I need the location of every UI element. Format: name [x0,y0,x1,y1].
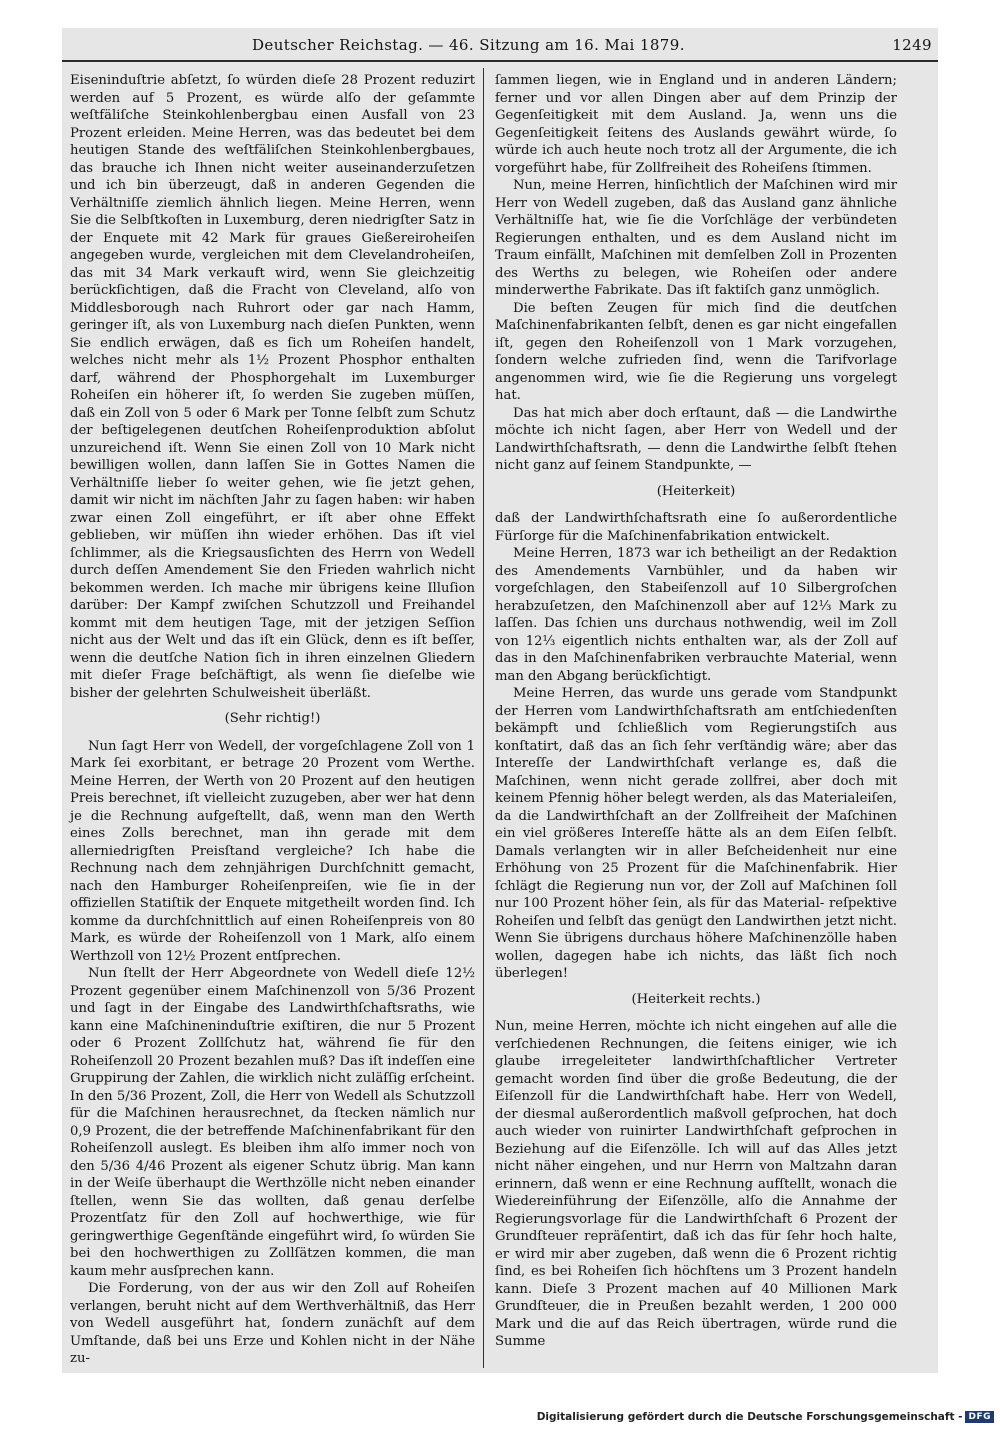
page-number: 1249 [892,36,932,54]
paragraph: ſammen liegen, wie in England und in anderen Ländern; ferner und vor allen Dingen aber auf dem Prinzip der Gegenſeitigkeit mit dem Ausland. Ja, wenn uns die Gegenſeitigkeit ſeitens des Auslands gewährt würde, ſo würde ich auch heute noch trotz all der Argumente, die ich vorgeführt habe, für Zollfreiheit des Roheiſens ſtimmen. [495,73,897,176]
paragraph: Nun, meine Herren, hinſichtlich der Maſchinen wird mir Herr von Wedell zugeben, daß das Ausland ganz ähnliche Verhältniſſe hat, wie ſie die Vorſchläge der verbündeten Regierungen enthalten, und es dem Ausland nicht im Traum einfällt, Maſchinen mit demſelben Zoll in Prozenten des Werths zu belegen, wie Roheiſen oder andere minderwerthe Fabrikate. Das iſt faktiſch ganz unmöglich. [495,178,897,298]
paragraph: Nun ſtellt der Herr Abgeordnete von Wedell dieſe 12½ Prozent gegenüber einem Maſchinenzoll von 5/36 Prozent und ſagt in der Eingabe des Landwirthſchaftsraths, wie kann eine Maſchineninduſtrie exiſtiren, die nur 5 Prozent oder 6 Prozent Zollſchutz hat, während ſie für den Roheiſenzoll 20 Prozent bezahlen muß? Das iſt indeſſen eine Gruppirung der Zahlen, die wirklich nicht zuläſſig erſcheint. In den 5/36 Prozent, Zoll, die Herr von Wedell als Schutzzoll für die Maſchinen herausrechnet, da ſtecken nämlich nur 0,9 Prozent, die der betreffende Maſchinenfabrikant für den Roheiſenzoll auslegt. Es bleiben ihm alſo immer noch von den 5/36 4/46 Prozent als eigener Schutz übrig. Man kann in der Weiſe überhaupt die Werthzölle nicht neben einander ſtellen, wenn Sie das wollten, daß genau derſelbe Prozentſatz für den Zoll auf hochwerthige, wie für geringwerthige Gegenſtände eingeführt wird, ſo würden Sie bei den hochwerthigen zu Zollſätzen kommen, die man kaum mehr ausſprechen kann. [70,966,475,1279]
dfg-logo: DFG [965,1411,994,1423]
column-divider [483,68,484,1368]
right-column [495,72,897,1351]
paragraph: Das hat mich aber doch erſtaunt, daß — die Landwirthe möchte ich nicht ſagen, aber Herr von Wedell und der Landwirthſchaftsrath, — denn die Landwirthe ſelbſt ſtehen nicht ganz auf ſeinem Standpunkte, — [495,405,897,473]
header-title: Deutscher Reichstag. — 46. Sitzung am 16. Mai 1879. [252,36,685,54]
paragraph: Die Forderung, von der aus wir den Zoll auf Roheiſen verlangen, beruht nicht auf dem Werthverhältniß, das Herr von Wedell ausgeführt hat, ſondern zunächſt auf dem Umſtande, daß bei uns Erze und Kohlen nicht in der Nähe zu- [70,1281,475,1366]
interjection: (Heiterkeit rechts.) [631,991,761,1007]
paragraph: Die beſten Zeugen für mich ſind die deutſchen Maſchinenfabrikanten ſelbſt, denen es gar nicht eingefallen iſt, gegen den Roheiſenzoll von 1 Mark vorzugehen, ſondern welche zufrieden ſind, wenn die Tarifvorlage angenommen wird, wie ſie die Regierung uns vorgelegt hat. [495,300,897,403]
paragraph: Meine Herren, 1873 war ich betheiligt an der Redaktion des Amendements Varnbühler, und da haben wir vorgeſchlagen, den Stabeiſenzoll auf 10 Silbergroſchen herabzuſetzen, den Maſchinenzoll aber auf 12⅓ Mark zu laſſen. Das ſchien uns durchaus nothwendig, weil im Zoll von 12⅓ eigentlich nichts enthalten war, als der Zoll auf das in den Maſchinenfabriken verbrauchte Material, wenn man den Abgang berückſichtigt. [495,546,897,684]
paragraph: Meine Herren, das wurde uns gerade vom Standpunkt der Herren vom Landwirthſchaftsrath am entſchiedenſten bekämpft und ſchließlich vom Regierungstiſch aus konſtatirt, daß das an ſich ſehr verſtändig wäre; aber das Intereſſe der Landwirthſchaft verlange es, daß die Maſchinen, wenn nicht gerade zollfrei, aber doch mit keinem Pfennig höher belegt werden, als das Materialeiſen, da die Landwirthſchaft an der Zollfreiheit der Maſchinen ein viel größeres Intereſſe hätte als an dem Eiſen ſelbſt. Damals verlangten wir in aller Beſcheidenheit nur eine Erhöhung von 25 Prozent für die Maſchinenfabrik. Hier ſchlägt die Regierung nun vor, der Zoll auf Maſchinen ſoll nur 100 Prozent höher ſein, als für das Material- reſpektive Roheiſen und ſelbſt das genügt den Landwirthen jetzt nicht. Wenn Sie übrigens durchaus höhere Maſchinenzölle haben wollen, dagegen habe ich nichts, das läßt ſich noch überlegen! [495,686,897,981]
paragraph: daß der Landwirthſchaftsrath eine ſo außerordentliche Fürſorge für die Maſchinenfabrikation entwickelt. [495,511,897,544]
page-header [62,28,938,68]
interjection: (Heiterkeit) [656,483,736,499]
interjection: (Sehr richtig!) [224,711,321,726]
digitization-credit [537,1411,994,1423]
document-page [62,28,938,1373]
paragraph: Eiseninduſtrie abſetzt, ſo würden dieſe 28 Prozent reduzirt werden auf 5 Prozent, es würde alſo der geſammte weſtfäliſche Steinkohlenbergbau einen Ausfall von 23 Prozent erleiden. Meine Herren, was das bedeutet bei dem heutigen Stande des weſtfäliſchen Steinkohlenbergbaues, das brauche ich Ihnen nicht weiter auseinanderzuſetzen und ich bin überzeugt, daß in anderen Gegenden die Verhältniſſe ziemlich ähnlich liegen. Meine Herren, wenn Sie die Selbſtkoſten in Luxemburg, deren niedrigſter Satz in der Enquete mit 42 Mark für graues Gießereiroheiſen angegeben wurde, vergleichen mit dem Clevelandroheiſen, das mit 34 Mark verkauft wird, wenn Sie gleichzeitig berückſichtigen, daß die Fracht von Cleveland, alſo von Middlesborough nach Ruhrort oder gar nach Hamm, geringer iſt, als von Luxemburg nach dieſen Punkten, wenn Sie endlich erwägen, daß es ſich um Roheiſen handelt, welches nicht mehr als 1½ Prozent Phosphor enthalten darf, während der Phosphorgehalt im Luxemburger Roheiſen ein höherer iſt, ſo werden Sie zugeben müſſen, daß ein Zoll von 5 oder 6 Mark per Tonne ſelbſt zum Schutz der beſtigelegenen deutſchen Roheiſenproduktion abſolut unzureichend iſt. Wenn Sie einen Zoll von 10 Mark nicht bewilligen wollen, dann laſſen Sie in Gottes Namen die Verhältniſſe lieber ſo weiter gehen, wie ſie jetzt gehen, damit wir nicht im nächſten Jahr zu ſagen haben: wir haben zwar einen Zoll eingeführt, er iſt aber ohne Effekt geblieben, wir müſſen ihn wieder erhöhen. Das iſt viel ſchlimmer, als die Kriegsausſichten des Herrn von Wedell durch deſſen Amendement Sie den Frieden wahrlich nicht bekommen werden. Ich mache mir übrigens keine Illuſion darüber: Der Kampf zwiſchen Schutzzoll und Freihandel kommt mit dem heutigen Tage, mit der jetzigen Seſſion nicht aus der Welt und das iſt ein Glück, denn es iſt beſſer, wenn die deutſche Nation ſich in ihren einzelnen Gliedern mit dieſer Frage beſchäftigt, als wenn ſie dieſelbe wie bisher der gelehrten Schulweisheit überläßt. [70,73,475,701]
paragraph: Nun, meine Herren, möchte ich nicht eingehen auf alle die verſchiedenen Rechnungen, die ſeitens einiger, wie ich glaube irregeleiteter landwirthſchaftlicher Vertreter gemacht worden ſind über die große Bedeutung, die der Eiſenzoll für die Landwirthſchaft habe. Herr von Wedell, der diesmal außerordentlich maßvoll geſprochen, hat doch auch wieder von ruinirter Landwirthſchaft geſprochen in Beziehung auf die Eiſenzölle. Ich will auf das Alles jetzt nicht näher eingehen, und nur Herrn von Maltzahn daran erinnern, daß wenn er eine Rechnung aufſtellt, wonach die Wiedereinführung der Eiſenzölle, alſo die Annahme der Regierungsvorlage für die Landwirthſchaft 6 Prozent der Grundſteuer repräſentirt, daß ich das für ſehr hoch halte, er wird mir aber zugeben, daß wenn die 6 Prozent richtig ſind, es bei Roheiſen ſich höchſtens um 3 Prozent handeln kann. Dieſe 3 Prozent machen auf 40 Millionen Mark Grundſteuer, die in Preußen bezahlt werden, 1 200 000 Mark und die auf das Reich übertragen, würde rund die Summe [495,1019,897,1349]
credit-text: Digitalisierung gefördert durch die Deutsche Forschungsgemeinschaft - [536,1411,963,1423]
header-rule [62,60,938,62]
left-column [70,72,475,1368]
paragraph: Nun ſagt Herr von Wedell, der vorgeſchlagene Zoll von 1 Mark ſei exorbitant, er betrage 20 Prozent vom Werthe. Meine Herren, der Werth von 20 Prozent auf den heutigen Preis berechnet, iſt vielleicht zuzugeben, aber wer hat denn je die Rechnung aufgeſtellt, daß, wenn man den Werth eines Zolls berechnet, man ihn gerade mit dem allerniedrigſten Preisſtand vergleiche? Ich habe die Rechnung nach dem zehnjährigen Durchſchnitt gemacht, nach den Hamburger Roheiſenpreiſen, wie ſie in der offiziellen Statiſtik der Enquete mitgetheilt worden ſind. Ich komme da durchſchnittlich auf einen Roheiſenpreis von 80 Mark, es würde der Roheiſenzoll von 1 Mark, alſo einem Werthzoll von 12½ Prozent entſprechen. [70,738,475,964]
